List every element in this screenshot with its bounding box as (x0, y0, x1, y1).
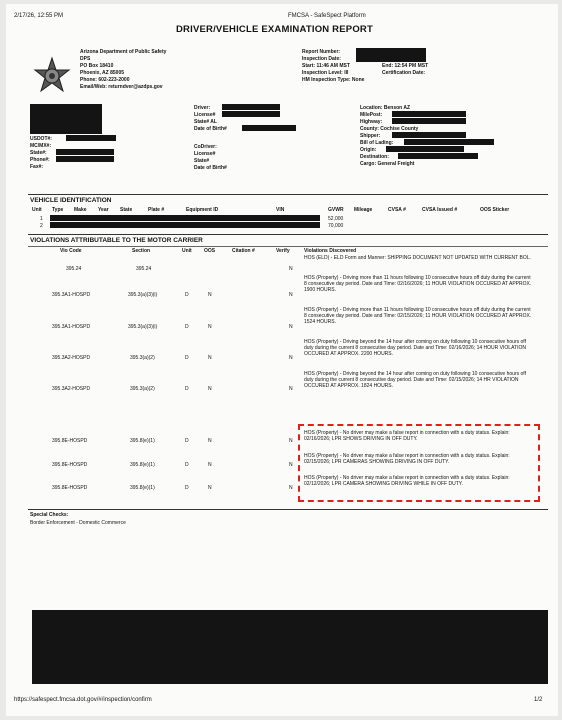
vio-section: 395.24 (136, 266, 152, 272)
vh-state: State (120, 207, 133, 213)
vio-text: HOS (ELD) - ELD Form and Manner: SHIPPING DOCUMENT NOT UPDATED WITH CURRENT BOL. (304, 255, 531, 261)
redaction (392, 132, 466, 138)
redaction (222, 104, 280, 110)
redaction (242, 125, 296, 131)
vio-oos: N (208, 438, 212, 444)
report-title: DRIVER/VEHICLE EXAMINATION REPORT (176, 24, 373, 35)
vio-verify: N (289, 462, 293, 468)
redaction (30, 104, 102, 134)
vh-type: Type (52, 207, 64, 213)
vio-unit: D (185, 324, 189, 330)
state-label: State#: (30, 150, 47, 156)
vio-section: 395.3(a)(2) (130, 386, 155, 392)
signature-redaction (32, 610, 548, 684)
vio-code: 395.3A1-HOSPD (52, 324, 91, 330)
vio-text: HOS (Property) - No driver may make a false report in connection with a duty status. Explain: 02/12/2026; LPR CAMERA SHOWING DRIVING WHILE IN OFF DUTY. (304, 475, 510, 487)
vio-section: 395.8(e)(1) (130, 462, 155, 468)
divider (28, 194, 548, 195)
vio-h-section: Section (132, 248, 151, 254)
agency-city: Phoenix, AZ 85005 (80, 70, 124, 76)
fax-label: Fax#: (30, 164, 44, 170)
vio-unit: D (185, 386, 189, 392)
vh-year: Year (98, 207, 109, 213)
redaction (392, 118, 466, 124)
redaction (56, 156, 114, 162)
vh-gvwr: GVWR (328, 207, 344, 213)
vio-text: HOS (Property) - No driver may make a false report in connection with a duty status. Explain: 02/15/2026; LPR CAMERAS SHOWING DRIVING IN OFF DUTY. (304, 453, 510, 465)
vio-unit: D (185, 292, 189, 298)
vio-h-code: Vio Code (60, 248, 82, 254)
vio-unit: D (185, 485, 189, 491)
shipper-label: Shipper: (360, 133, 381, 139)
county: County: Cochise County (360, 126, 419, 132)
vio-text: HOS (Property) - No driver may make a false report in connection with a duty status. Explain: 02/16/2026; LPR SHOWS DRIVING IN OFF DUTY. (304, 430, 510, 442)
vio-section: 395.8(e)(1) (130, 485, 155, 491)
vio-code: 395.8E-HOSPD (52, 438, 88, 444)
vio-code: 395.3A1-HOSPD (52, 292, 91, 298)
inspection-date-label: Inspection Date: (302, 56, 341, 62)
vio-verify: N (289, 386, 293, 392)
mc-label: MC/MX#: (30, 143, 52, 149)
location: Location: Benson AZ (360, 105, 411, 111)
redaction (222, 111, 280, 117)
end-time: End: 12:54 PM MST (382, 63, 429, 69)
vio-section: 395.3(a)(3)(i) (128, 292, 158, 298)
redaction (66, 135, 116, 141)
vio-oos: N (208, 462, 212, 468)
vio-verify: N (289, 438, 293, 444)
vh-oos-sticker: OOS Sticker (480, 207, 510, 213)
report-number-label: Report Number: (302, 49, 341, 55)
special-checks-title: Special Checks: (30, 512, 69, 518)
vio-unit: D (185, 438, 189, 444)
redaction (356, 48, 426, 55)
vio-oos: N (208, 292, 212, 298)
agency-abbr: DPS (80, 56, 91, 62)
start-time: Start: 11:46 AM MST (302, 63, 350, 69)
vio-verify: N (289, 324, 293, 330)
vio-unit: D (185, 462, 189, 468)
phone-label: Phone#: (30, 157, 50, 163)
redaction (386, 146, 464, 152)
vio-verify: N (289, 292, 293, 298)
vio-h-unit: Unit (182, 248, 192, 254)
vio-code: 395.3A2-HOSPD (52, 355, 91, 361)
co-license-label: License# (194, 151, 216, 157)
vio-oos: N (208, 324, 212, 330)
codriver-label: CoDriver: (194, 144, 217, 150)
vio-verify: N (289, 266, 293, 272)
divider (28, 246, 548, 247)
redaction (50, 215, 320, 221)
agency-name: Arizona Department of Public Safety (80, 49, 167, 55)
vh-unit: Unit (32, 207, 42, 213)
driver-state: State# AL (194, 119, 217, 125)
violations-section-title: VIOLATIONS ATTRIBUTABLE TO THE MOTOR CARRIER (30, 237, 203, 244)
vio-section: 395.3(a)(2) (130, 355, 155, 361)
divider (28, 234, 548, 235)
vio-oos: N (208, 386, 212, 392)
vio-h-oos: OOS (204, 248, 216, 254)
cargo: Cargo: General Freight (360, 161, 415, 167)
vh-cvsa: CVSA # (388, 207, 406, 213)
vio-code: 395.24 (66, 266, 82, 272)
vh-make: Make (74, 207, 87, 213)
vio-code: 395.8E-HOSPD (52, 485, 88, 491)
redaction (50, 222, 320, 228)
vehicle-gvwr-1: 52,000 (328, 216, 344, 222)
redaction (392, 111, 466, 117)
vehicle-gvwr-2: 70,000 (328, 223, 344, 229)
divider (28, 509, 548, 510)
agency-phone: Phone: 602-223-2000 (80, 77, 130, 83)
dps-badge-icon (32, 56, 72, 96)
vehicle-unit-1: 1 (40, 216, 43, 222)
vh-vin: VIN (276, 207, 285, 213)
vio-h-citation: Citation # (232, 248, 255, 254)
dob-label: Date of Birth# (194, 126, 227, 132)
vio-verify: N (289, 355, 293, 361)
vio-unit: D (185, 355, 189, 361)
vio-h-verify: Verify (276, 248, 290, 254)
driver-label: Driver: (194, 105, 211, 111)
vio-oos: N (208, 355, 212, 361)
vehicle-unit-2: 2 (40, 223, 43, 229)
redaction (398, 153, 478, 159)
milepost-label: MilePost: (360, 112, 383, 118)
report-page (6, 4, 558, 716)
vio-code: 395.3A2-HOSPD (52, 386, 91, 392)
usdot-label: USDOT#: (30, 136, 52, 142)
vh-plate: Plate # (148, 207, 165, 213)
highlight-box (298, 424, 540, 502)
footer-url: https://safespect.fmcsa.dot.gov/#/inspection/confirm (14, 697, 152, 703)
vio-verify: N (289, 485, 293, 491)
vio-section: 395.8(e)(1) (130, 438, 155, 444)
highway-label: Highway: (360, 119, 383, 125)
vio-text: HOS (Property) - Driving beyond the 14 hour after coming on duty following 10 consecutive hours off duty during the current 8 consecutive day period. Date and Time: 02/16/2026; 14 HOUR VIOLATION OCCURED AT APPROX. 2200 HOURS. (304, 339, 526, 357)
origin-label: Origin: (360, 147, 377, 153)
agency-email: Email/Web: returndver@azdps.gov (80, 84, 163, 90)
print-datetime: 2/17/26, 12:55 PM (14, 13, 64, 19)
redaction (404, 139, 494, 145)
special-checks-text: Border Enforcement - Domestic Commerce (30, 520, 126, 526)
hm-inspection-type: HM Inspection Type: None (302, 77, 365, 83)
vio-section: 395.3(a)(3)(i) (128, 324, 158, 330)
redaction (56, 149, 114, 155)
bol-label: Bill of Lading: (360, 140, 394, 146)
vh-cvsa-issued: CVSA Issued # (422, 207, 458, 213)
footer-page: 1/2 (534, 697, 543, 703)
vio-text: HOS (Property) - Driving more than 11 hours following 10 consecutive hours off duty during the current 8 consecutive day period. Date and Time: 02/15/2026; 11 HOUR VIOLATION OCCURED AT APPROX. 1524 HOURS. (304, 307, 532, 325)
certification-date: Certification Date: (382, 70, 426, 76)
vio-h-discovered: Violations Discovered (304, 248, 357, 254)
license-label: License# (194, 112, 216, 118)
vio-oos: N (208, 485, 212, 491)
co-state-label: State# (194, 158, 210, 164)
vio-text: HOS (Property) - Driving beyond the 14 hour after coming on duty following 10 consecutive hours off duty during the current 8 consecutive day period. Date and Time: 02/15/2026; 14 HR VIOLATION OCCURED AT APPROX. 1824 HOURS. (304, 371, 526, 389)
vh-mileage: Mileage (354, 207, 373, 213)
vehicle-section-title: VEHICLE IDENTIFICATION (30, 197, 112, 204)
vio-code: 395.8E-HOSPD (52, 462, 88, 468)
co-dob-label: Date of Birth# (194, 165, 227, 171)
inspection-level: Inspection Level: III (302, 70, 349, 76)
destination-label: Destination: (360, 154, 389, 160)
print-site: FMCSA - SafeSpect Platform (288, 13, 366, 19)
redaction (356, 55, 426, 62)
agency-po-box: PO Box 18410 (80, 63, 114, 69)
vh-equipment: Equipment ID (186, 207, 219, 213)
vio-text: HOS (Property) - Driving more than 11 hours following 10 consecutive hours off duty during the current 8 consecutive day period. Date and Time: 02/16/2026; 11 HOUR VIOLATION OCCURED AT APPROX. 1900 HOURS. (304, 275, 532, 293)
